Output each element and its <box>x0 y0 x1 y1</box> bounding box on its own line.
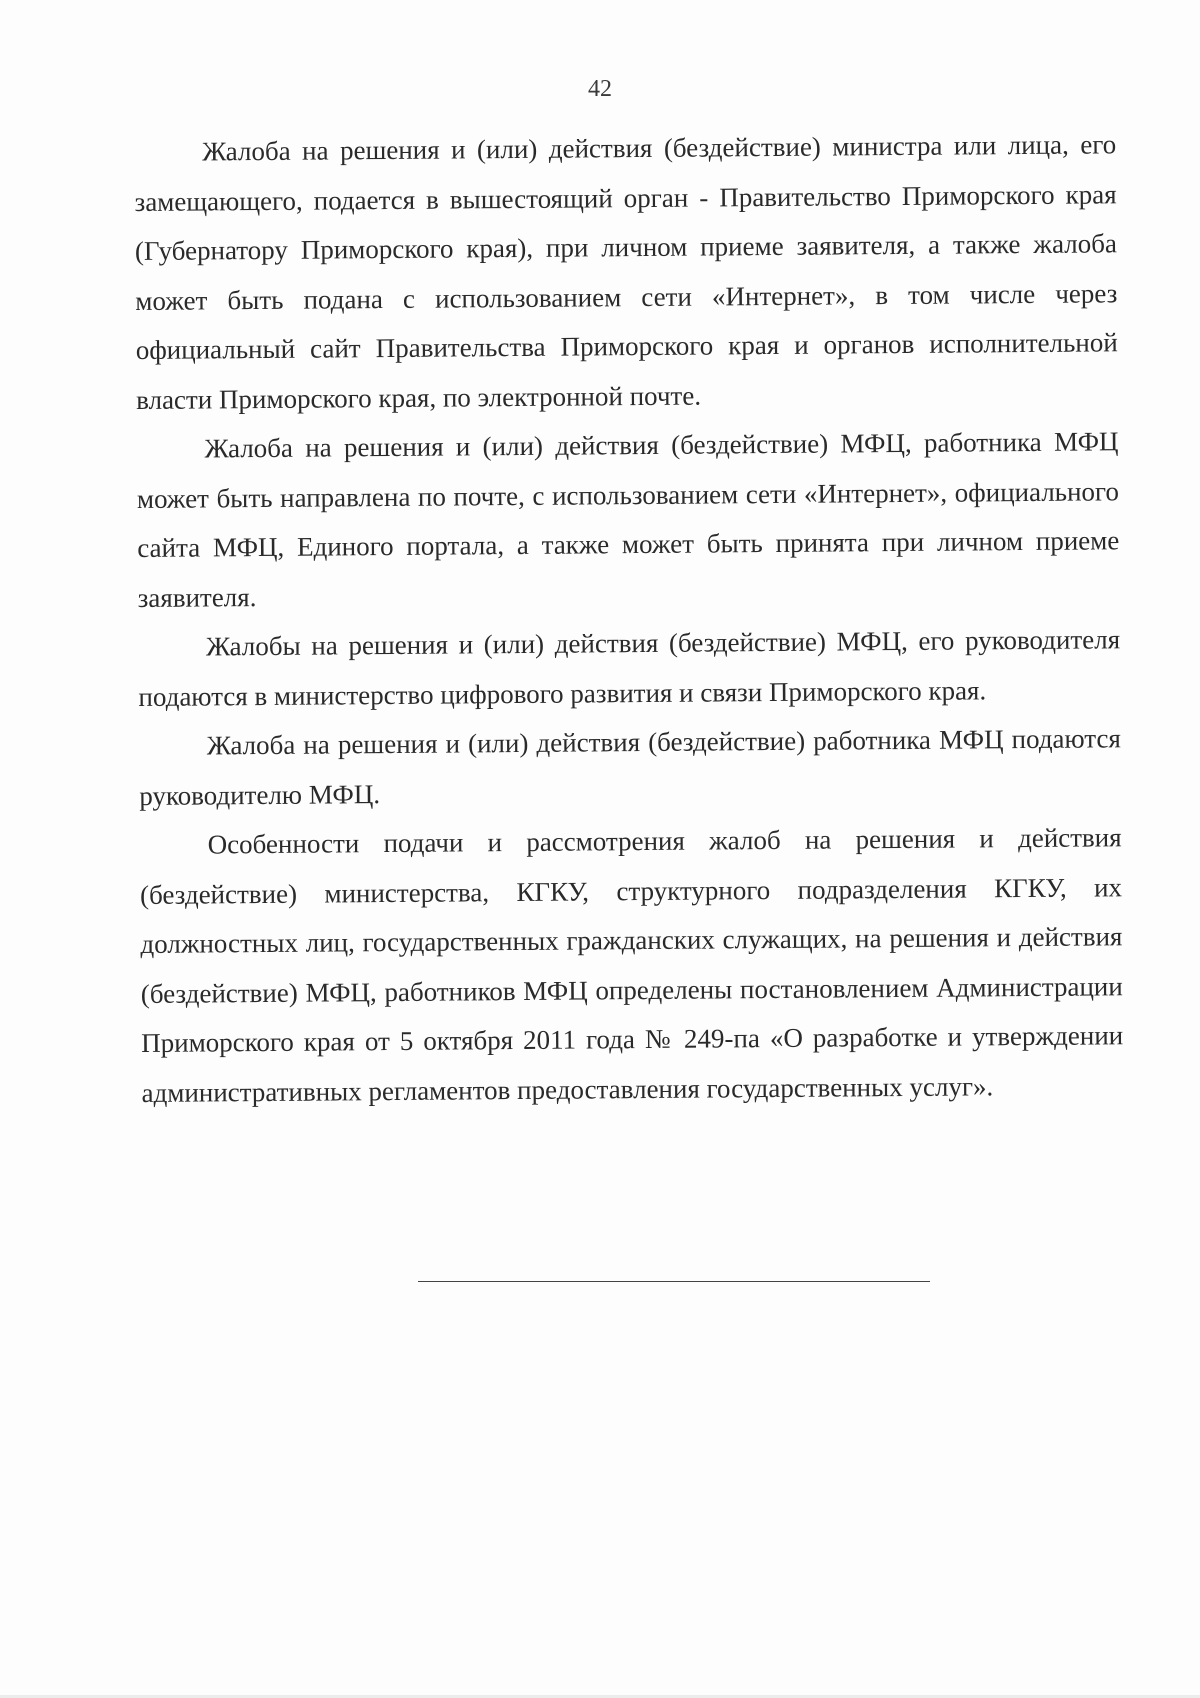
document-body <box>134 120 1124 1118</box>
page-number: 42 <box>588 76 612 102</box>
paragraph-complaint-mfc-worker: Жалоба на решения и (или) действия (бездействие) работника МФЦ подаются руководителю МФЦ. <box>139 723 1121 811</box>
end-divider-line <box>418 1281 930 1282</box>
paragraph-complaint-mfc-employee: Жалоба на решения и (или) действия (бездействие) МФЦ, работника МФЦ может быть направлена по почте, с использованием сети «Интернет», официального сайта МФЦ, Единого портала, а также может быть принята при личном приеме заявителя. <box>136 426 1120 613</box>
paragraph-procedure-features: Особенности подачи и рассмотрения жалоб на решения и действия (бездействие) министерства, КГКУ, структурного подразделения КГКУ, их должностных лиц, государственных гражданских служащих, на решения и действия (бездействие) МФЦ, работников МФЦ определены постановлением Администрации Приморского края от 5 октября 2011 года № 249-па «О разработке и утверждении административных регламентов предоставления государственных услуг». <box>139 822 1124 1108</box>
paragraph-complaint-mfc-head: Жалобы на решения и (или) действия (бездействие) МФЦ, его руководителя подаются в министерство цифрового развития и связи Приморского края. <box>138 624 1121 712</box>
paragraph-complaint-minister: Жалоба на решения и (или) действия (бездействие) министра или лица, его замещающего, подается в вышестоящий орган - Правительство Приморского края (Губернатору Приморского края), при личном приеме заявителя, а также жалоба может быть подана с использованием сети «Интернет», в том числе через официальный сайт Правительства Приморского края и органов исполнительной власти Приморского края, по электронной почте. <box>134 129 1118 415</box>
